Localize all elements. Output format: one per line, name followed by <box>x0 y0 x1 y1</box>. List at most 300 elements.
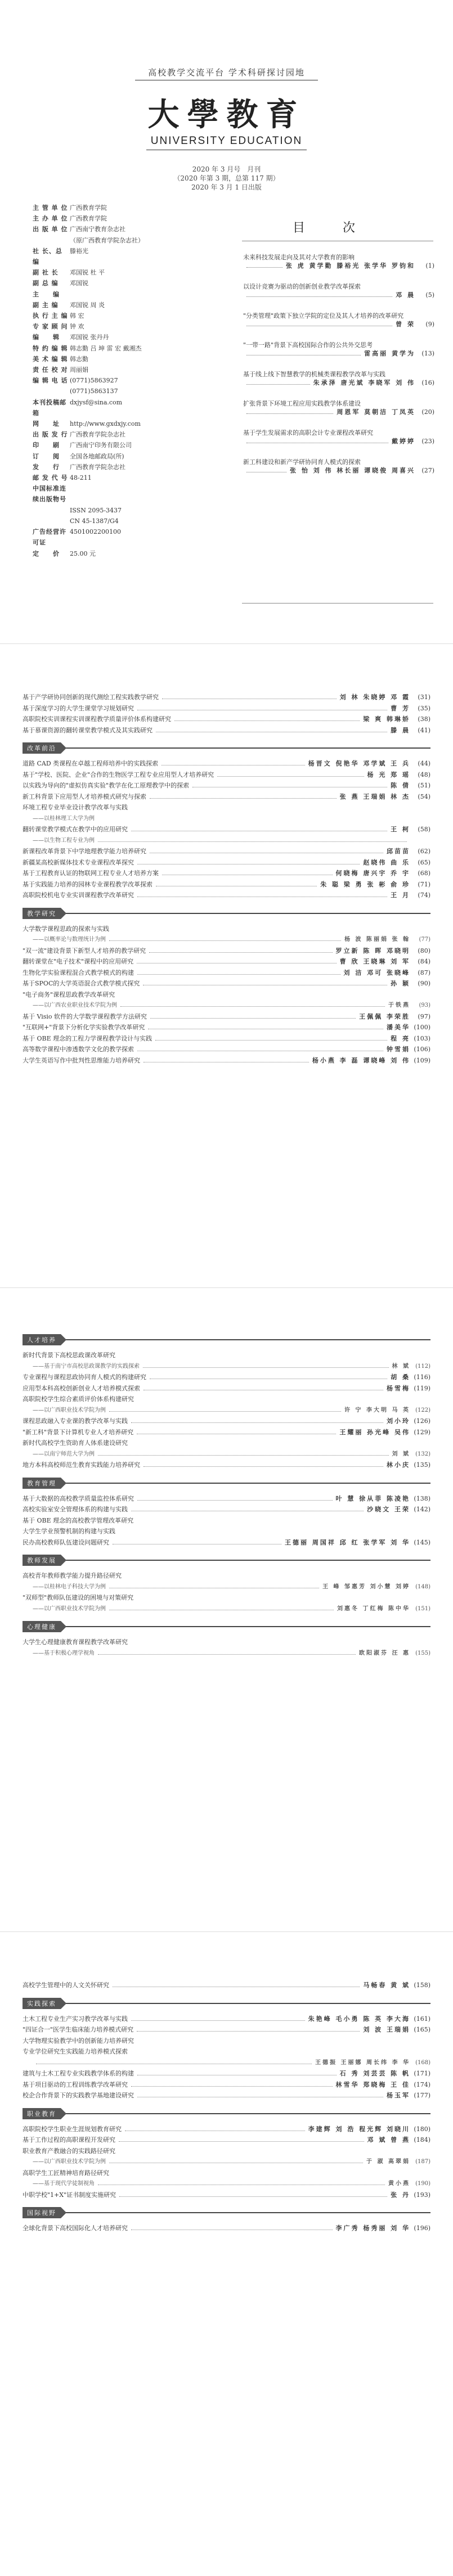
masthead-row <box>33 451 201 462</box>
article-title[interactable]: 高职院校学生综合素质评价体系构建研究 <box>23 1395 134 1403</box>
masthead-row <box>33 440 201 451</box>
toc-entry[interactable] <box>23 945 430 957</box>
toc-entry[interactable] <box>243 458 434 475</box>
section-header <box>23 2207 430 2218</box>
article-authors: 杨晋文 倪艳华 邓学斌 王 兵 <box>308 760 410 767</box>
page-number: (116) <box>414 1373 430 1381</box>
article-title[interactable]: "双师型"教师队伍建设的困境与对策研究 <box>23 1594 134 1601</box>
leader-dots <box>149 952 332 953</box>
article-authors: 杨 波 陈丽娟 张 翰 <box>344 936 410 943</box>
page-number: (184) <box>414 2136 430 2143</box>
masthead-value: 4501002200100 <box>70 528 121 536</box>
toc-entry[interactable] <box>23 2024 430 2035</box>
article-title[interactable]: 基于学生发展需求的高职会计专业课程改革研究 <box>243 429 373 436</box>
article-title[interactable]: 大学数学课程思政的探索与实践 <box>23 925 109 933</box>
article-title[interactable]: 新时代背景下高校思政课改革研究 <box>23 1352 115 1359</box>
article-title[interactable]: 基于项目驱动的工程训练教学改革研究 <box>23 2080 128 2088</box>
leader-dots <box>131 2020 305 2021</box>
toc-entry[interactable] <box>23 1504 430 1515</box>
toc-entry[interactable] <box>23 2146 430 2157</box>
masthead-key: 订 阅 <box>33 452 60 460</box>
masthead-value: 广西教育学院杂志社 <box>70 431 125 439</box>
article-authors: 刘惠冬 丁红梅 陈中华 <box>337 1605 410 1612</box>
masthead-row <box>33 267 201 278</box>
toc-entry[interactable] <box>243 429 434 445</box>
masthead-value <box>70 483 201 505</box>
toc-section <box>23 1327 430 1659</box>
article-title[interactable]: "互联网+"背景下分析化学实验教学改革研究 <box>23 1024 145 1031</box>
masthead-value: 邓国锐 张丹丹 <box>70 334 109 341</box>
article-title[interactable]: 地方本科高校师范生教育实践能力培养研究 <box>23 1461 140 1469</box>
toc-entry[interactable] <box>23 1526 430 1537</box>
page-number: (97) <box>418 1012 430 1020</box>
toc-entry[interactable] <box>23 2124 430 2135</box>
article-title[interactable]: 全球化背景下高校国际化人才培养研究 <box>23 2224 128 2232</box>
page-number: (132) <box>415 1451 430 1457</box>
toc-entry[interactable] <box>23 714 430 725</box>
article-subtitle: ——以概率论与数理统计为例 <box>33 936 106 943</box>
toc-entry[interactable] <box>23 2190 430 2201</box>
toc-entry[interactable] <box>23 1980 430 1991</box>
article-authors: 王佩佩 李荣胜 <box>359 1012 410 1020</box>
toc-entry[interactable] <box>23 1637 430 1648</box>
toc-entry-continuation <box>23 2178 430 2190</box>
article-title[interactable]: 高等数学课程中渗透数学文化的教学探索 <box>23 1046 134 1053</box>
masthead-row <box>33 375 201 386</box>
page-number: (168) <box>415 2059 430 2066</box>
masthead-row <box>33 343 201 354</box>
masthead-row <box>33 483 201 505</box>
toc-entry[interactable] <box>23 956 430 967</box>
toc-entry[interactable] <box>23 1383 430 1394</box>
page-number: (106) <box>414 1046 430 1053</box>
toc-entry-continuation <box>23 2156 430 2168</box>
section-label: 心理健康 <box>23 1621 61 1632</box>
page-number: (41) <box>418 726 430 734</box>
article-title[interactable]: 应用型本科高校创新创业人才培养模式探索 <box>23 1384 140 1392</box>
page-number: (148) <box>415 1583 430 1590</box>
section-label: 实践探索 <box>23 1998 61 2009</box>
toc-entry[interactable] <box>23 2079 430 2091</box>
toc-entry[interactable] <box>23 780 430 791</box>
masthead-key: 主 编 <box>33 290 60 298</box>
article-authors: 杨雪梅 <box>387 1384 410 1392</box>
article-title[interactable]: 课程思政融入专业课的教学改革与实践 <box>23 1417 128 1425</box>
page-number: (27) <box>421 467 434 474</box>
article-title[interactable]: "新工科"背景下计算机专业人才培养研究 <box>23 1428 134 1436</box>
article-authors: 林雪华 郑晓梅 王 佳 <box>335 2080 410 2088</box>
article-title[interactable]: 大学生学业预警机制的构建与实践 <box>23 1528 115 1535</box>
toc-entry[interactable] <box>23 1493 430 1505</box>
masthead-value: 广西南宁教育杂志社 <box>70 226 125 233</box>
page-number: (68) <box>418 870 430 877</box>
toc-entry[interactable] <box>243 312 434 328</box>
masthead-value: http://www.gxdxjy.com <box>70 420 141 428</box>
masthead-key: 本刊投稿邮箱 <box>33 398 66 417</box>
article-authors: 戴婷婷 <box>392 438 415 445</box>
toc-entry[interactable] <box>23 879 430 890</box>
article-title[interactable]: "一带一路"背景下高校国际合作的公共外交思考 <box>243 341 373 349</box>
article-authors: 曾 荣 <box>396 321 415 328</box>
page-number: (112) <box>415 1363 430 1370</box>
article-subtitle: ——以广西职业技术学院为例 <box>33 1407 106 1413</box>
article-authors: 刘 斌 <box>392 1451 410 1457</box>
article-authors: 梁 爽 韩琳娇 <box>363 715 410 723</box>
toc-entry[interactable] <box>23 1372 430 1383</box>
article-authors: 李广秀 杨秀丽 刘 华 <box>335 2224 410 2232</box>
masthead-value: CN 45-1387/G4 <box>70 517 119 525</box>
article-title[interactable]: "分类管理"政策下独立学院的定位及其人才培养的改革研究 <box>243 312 404 319</box>
toc-section <box>23 1980 430 2234</box>
masthead-row <box>33 386 201 397</box>
article-authors: 林小庆 <box>387 1461 410 1469</box>
page-number: (31) <box>418 693 430 701</box>
page-number: (165) <box>414 2026 430 2033</box>
article-subtitle: ——以生物工程专业为例 <box>33 837 95 844</box>
masthead-value: 邓国锐 杜 平 <box>70 269 105 277</box>
article-authors: 朱承泽 唐光斌 李晓军 刘 伟 <box>313 379 415 386</box>
article-authors: 赵晓伟 曲 乐 <box>363 858 410 866</box>
article-authors: 黄小燕 <box>388 2181 410 2187</box>
leader-dots <box>137 974 340 975</box>
article-authors: 马畅春 黄 斌 <box>363 1981 410 1989</box>
article-title[interactable]: 基于实践能力培养的园林专业课程教学改革探索 <box>23 880 153 888</box>
page-number: (20) <box>421 408 434 416</box>
masthead-value: 邓国锐 周 炎 <box>70 301 105 309</box>
masthead-key: 副 社 长 <box>33 269 59 277</box>
masthead-value: 广西教育学院 <box>70 215 107 223</box>
page-number: (174) <box>414 2080 430 2088</box>
toc-entry[interactable] <box>23 2168 430 2179</box>
article-authors: 陈 倩 <box>391 782 410 789</box>
page-number: (171) <box>414 2070 430 2077</box>
article-title[interactable]: 翻转课堂在"电子技术"课程中的应用研究 <box>23 958 134 965</box>
toc-entry[interactable] <box>23 1394 430 1405</box>
toc-entry[interactable] <box>23 703 430 714</box>
article-title[interactable]: 校企合作背景下的实践教学基地建设研究 <box>23 2092 134 2099</box>
page-number: (103) <box>414 1034 430 1042</box>
toc-entry-continuation <box>23 2057 430 2069</box>
article-title[interactable]: 以设计竞赛为驱动的创新创业教学改革探索 <box>243 283 361 290</box>
toc-entry[interactable] <box>23 2046 430 2057</box>
toc-entry[interactable] <box>243 341 434 358</box>
leader-dots <box>155 1040 387 1041</box>
masthead-value: ISSN 2095-3437 <box>70 506 122 514</box>
masthead-row <box>33 289 201 300</box>
toc-entry[interactable] <box>23 967 430 979</box>
toc-entry[interactable] <box>23 2068 430 2079</box>
article-meta <box>243 349 434 358</box>
article-title[interactable]: 基于"学校、医院、企业"合作的生物医学工程专业应用型人才培养研究 <box>23 771 214 778</box>
masthead-value: 韩 宏 <box>70 312 84 320</box>
article-title[interactable]: 道路 CAD 类课程在卓越工程师培养中的实践探索 <box>23 760 159 767</box>
masthead-key: 责 任 校 对 <box>33 366 68 374</box>
masthead-key: 美 术 编 辑 <box>33 355 68 363</box>
toc-entry[interactable] <box>23 1438 430 1449</box>
article-title[interactable]: 高校实验室安全管理体系的构建与实践 <box>23 1506 128 1513</box>
toc-entry[interactable] <box>23 846 430 857</box>
article-title[interactable]: 基于 OBE 理念的工程力学课程教学设计与实践 <box>23 1034 153 1042</box>
masthead-key: 专 家 顾 问 <box>33 323 68 331</box>
page-number: (74) <box>418 891 430 899</box>
masthead-value: 48-211 <box>70 474 92 482</box>
page-number: (187) <box>415 2159 430 2165</box>
toc-entry[interactable] <box>243 253 434 270</box>
page-number: (9) <box>425 321 434 328</box>
toc-entry[interactable] <box>23 692 430 703</box>
masthead-key: 主 办 单 位 <box>33 215 68 223</box>
page-number: (5) <box>425 291 434 299</box>
leader-dots <box>98 1654 356 1655</box>
article-title[interactable]: 高校青年教师教学能力提升路径研究 <box>23 1572 122 1579</box>
masthead-value: 全国各地邮政局(所) <box>70 452 124 460</box>
masthead-key: 编 辑 <box>33 334 60 341</box>
page-number: (62) <box>418 848 430 855</box>
toc-entry[interactable] <box>23 1055 430 1066</box>
toc-entry[interactable] <box>23 978 430 989</box>
section-header <box>23 1334 430 1345</box>
toc-entry[interactable] <box>243 282 434 299</box>
article-authors: 邓 晨 <box>396 291 415 299</box>
article-authors: 王 月 <box>391 891 410 899</box>
page-number: (84) <box>418 958 430 965</box>
article-title[interactable]: 高职院校机电专业实训课程教学改革研究 <box>23 891 134 899</box>
masthead-key: 特 约 编 辑 <box>33 344 68 352</box>
article-authors: 于 淑 高翠娟 <box>366 2159 410 2165</box>
article-authors: 许 宁 李大明 马 英 <box>344 1407 410 1413</box>
section-header <box>23 1555 430 1566</box>
article-title[interactable]: 土木工程专业生产实习教学改革与实践 <box>23 2015 128 2023</box>
page-number: (122) <box>415 1407 430 1413</box>
article-subtitle: ——以广西农业职业技术学院为例 <box>33 1002 117 1008</box>
page-number: (16) <box>421 379 434 386</box>
article-authors: 朱艳峰 毛小勇 陈 英 李大海 <box>308 2015 410 2023</box>
article-authors: 杨小燕 李 磊 谭晓峰 刘 伟 <box>312 1056 410 1064</box>
page-number: (1) <box>425 262 434 269</box>
article-title[interactable]: 新时代高校学生资助育人体系建设研究 <box>23 1439 128 1447</box>
masthead-key <box>33 505 70 516</box>
article-title[interactable]: 基于产学研协同创新的现代测绘工程实践教学研究 <box>23 693 159 701</box>
section-label: 教育管理 <box>23 1478 61 1489</box>
article-title[interactable]: 基于 OBE 理念的高校教学管理改革研究 <box>23 1516 134 1524</box>
article-title[interactable]: 以实践为导向的"虚拟仿真实验"教学在化工原理教学中的探索 <box>23 782 190 789</box>
article-title[interactable]: 基于慕课资源的翻转课堂教学模式及其实践研究 <box>23 726 153 734</box>
article-authors: 刘 洁 邓可 张晓峰 <box>343 969 410 976</box>
article-authors: 王 柯 <box>391 826 410 833</box>
article-authors: 欧阳淑芬 汪 惠 <box>359 1650 410 1656</box>
issue-line: 2020 年 3 月 1 日出版 <box>191 183 262 191</box>
article-title[interactable]: 大学生心理健康教育课程教学改革研究 <box>23 1638 128 1646</box>
article-authors: 张 燕 王瑞娟 林 杰 <box>339 792 410 800</box>
toc-entry-continuation <box>23 1604 430 1615</box>
masthead-key: 出 版 单 位 <box>33 226 68 233</box>
article-title[interactable]: "四证合一"医学生临床能力培养模式研究 <box>23 2026 134 2033</box>
article-title[interactable]: 基于深度学习的大学生课堂学习规划研究 <box>23 704 134 712</box>
toc-entry[interactable] <box>23 1022 430 1033</box>
article-title[interactable]: 基于大数据的高校教学质量监控体系研究 <box>23 1494 134 1502</box>
toc-entry-continuation <box>23 1405 430 1416</box>
toc-entry[interactable] <box>243 370 434 387</box>
toc-entry[interactable] <box>23 802 430 813</box>
masthead-row <box>33 246 201 267</box>
toc-entry[interactable] <box>23 890 430 901</box>
toc-entry-continuation <box>23 934 430 945</box>
article-subtitle: ——基于积极心理学视角 <box>33 1650 95 1656</box>
masthead-value <box>70 289 201 300</box>
article-title[interactable]: 生物化学实验课程混合式教学模式的构建 <box>23 969 134 976</box>
toc-entry[interactable] <box>23 1044 430 1055</box>
toc-entry[interactable] <box>23 868 430 879</box>
masthead-row <box>33 548 201 559</box>
article-title[interactable]: 专业课程与课程思政协同育人模式的构建研究 <box>23 1373 146 1381</box>
article-title[interactable]: 基于线上线下智慧教学的机械类课程教学改革与实践 <box>243 371 385 378</box>
masthead-key: 执 行 主 编 <box>33 312 68 320</box>
toc-entry[interactable] <box>23 924 430 935</box>
article-title[interactable]: 基于工作过程的高职课程开发研究 <box>23 2136 115 2143</box>
toc-entry[interactable] <box>23 2223 430 2234</box>
article-title[interactable]: 高职院校学生职业生涯规划教育研究 <box>23 2125 122 2133</box>
article-subtitle: ——以广西职业技术学院为例 <box>33 2159 106 2165</box>
toc-entry[interactable] <box>23 1537 430 1548</box>
article-title[interactable]: 新工科背景下应用型人才培养模式研究与探索 <box>23 792 146 800</box>
article-title[interactable]: 民办高校教师队伍建设问题研究 <box>23 1538 109 1546</box>
article-meta <box>243 408 434 416</box>
article-authors: 石 秀 刘芸芸 陈 帆 <box>339 2070 410 2077</box>
toc-entry[interactable] <box>23 1350 430 1361</box>
toc-entry[interactable] <box>23 1033 430 1044</box>
toc-entry[interactable] <box>23 2035 430 2047</box>
article-title[interactable]: 大学物理实验教学中的创新能力培养研究 <box>23 2037 134 2044</box>
article-authors: 程 亮 <box>391 1034 410 1042</box>
article-title[interactable]: 翻转课堂教学模式在教学中的应用研究 <box>23 826 128 833</box>
article-authors: 滕 晨 <box>391 726 410 734</box>
page-number: (145) <box>414 1538 430 1546</box>
page-number: (35) <box>418 704 430 712</box>
toc-entry[interactable] <box>243 399 434 416</box>
masthead-key: 主 管 单 位 <box>33 204 68 211</box>
article-authors: 李建辉 刘 浩 程光辉 刘晓川 <box>308 2125 410 2133</box>
toc-entry[interactable] <box>23 1570 430 1582</box>
article-authors: 于铁燕 <box>388 1002 410 1008</box>
page-number: (100) <box>414 1024 430 1031</box>
page-number: (77) <box>419 936 430 943</box>
page-number: (190) <box>415 2181 430 2187</box>
article-authors: 雷高丽 黄学为 <box>364 350 415 357</box>
article-title[interactable]: 高职院校实训课程实训课程教学质量评价体系构建研究 <box>23 715 171 723</box>
masthead-key: 中国标准连续出版物号 <box>33 485 66 503</box>
leader-dots <box>246 413 333 414</box>
masthead-key: 网 址 <box>33 420 60 428</box>
article-title[interactable]: 高校学生管理中的人文关怀研究 <box>23 1981 109 1989</box>
article-title[interactable]: 职业教育产教融合的实践路径研究 <box>23 2147 115 2155</box>
masthead-row <box>33 278 201 289</box>
section-header <box>23 2108 430 2119</box>
masthead-value: 滕裕光 <box>70 247 88 255</box>
toc-entry[interactable] <box>23 2134 430 2146</box>
leader-dots <box>119 2196 387 2197</box>
page-cover-toc <box>0 0 453 643</box>
toc-entry[interactable] <box>23 989 430 1001</box>
article-title[interactable]: 新疆某高校新媒体技术专业课程改革探究 <box>23 858 134 866</box>
toc-entry[interactable] <box>23 725 430 736</box>
toc-entry[interactable] <box>23 758 430 769</box>
article-title[interactable]: 基于 Visio 软件的大学数学课程教学方法研究 <box>23 1012 147 1020</box>
article-title[interactable]: 未来科技发展走向及其对大学教育的影响 <box>243 254 355 261</box>
article-authors: 潘美华 <box>387 1024 410 1031</box>
toc-entry[interactable] <box>23 769 430 781</box>
page-number: (23) <box>421 438 434 445</box>
section-label: 国际视野 <box>23 2207 61 2218</box>
masthead-value: （原广西教育学院杂志社） <box>70 236 144 244</box>
leader-dots <box>98 841 407 842</box>
article-title[interactable]: 中职学校"1+X"证书制度实施研究 <box>23 2191 116 2199</box>
leader-dots <box>98 1455 389 1456</box>
article-title[interactable]: "电子商务"课程思政教学改革研究 <box>23 990 115 998</box>
toc-entry[interactable] <box>23 2090 430 2101</box>
page-number: (119) <box>414 1384 430 1392</box>
article-title[interactable]: 高职学生工匠精神培育路径研究 <box>23 2169 109 2177</box>
page-number: (51) <box>418 782 430 789</box>
leader-dots <box>150 798 337 799</box>
journal-slogan: 高校教学交流平台 学术科研探讨园地 <box>148 67 305 78</box>
page-number: (48) <box>418 771 430 778</box>
article-title[interactable]: 基于SPOC的大学英语混合式教学模式探究 <box>23 980 140 987</box>
masthead-key: 出 版 发 行 <box>33 431 68 439</box>
article-title[interactable]: 环境工程专业毕业设计教学改革与实践 <box>23 804 128 811</box>
toc-entry[interactable] <box>23 791 430 803</box>
page-number: (180) <box>414 2125 430 2133</box>
masthead-value: 韩志勤 <box>70 355 88 363</box>
masthead-row <box>33 397 201 418</box>
leader-dots <box>174 720 360 721</box>
masthead-key: 广告经营许可证 <box>33 528 66 547</box>
leader-dots <box>109 1411 341 1412</box>
toc-entry[interactable] <box>23 1427 430 1438</box>
masthead-value: 25.00 元 <box>70 550 96 557</box>
toc-entry[interactable] <box>23 1515 430 1526</box>
toc-entry[interactable] <box>23 824 430 835</box>
article-title[interactable]: 建筑与土木工程专业实践教学体系的构建 <box>23 2070 134 2077</box>
toc-entry[interactable] <box>23 1011 430 1023</box>
masthead-row <box>33 516 201 526</box>
page-number: (142) <box>414 1506 430 1513</box>
section-header <box>23 1478 430 1489</box>
masthead-row <box>33 462 201 472</box>
section-label: 教师发展 <box>23 1555 61 1566</box>
article-subtitle: ——基于南宁市高校思政课教学的实践探索 <box>33 1363 140 1370</box>
article-authors: 王德振 王丽娜 周长纬 李 华 <box>315 2059 410 2066</box>
toc-entry[interactable] <box>23 1416 430 1427</box>
toc-entry[interactable] <box>23 857 430 868</box>
toc-entry[interactable] <box>23 2014 430 2025</box>
masthead-key: 编 辑 电 话 <box>33 377 68 385</box>
toc-entry-continuation <box>23 1648 430 1659</box>
toc-entry[interactable] <box>23 1592 430 1604</box>
article-meta <box>243 291 434 299</box>
article-title[interactable]: 新工科建设和新产学研协同育人模式的探索 <box>243 458 361 466</box>
article-title[interactable]: 基于工程教育认证的物联网工程专业人才培养方案 <box>23 870 159 877</box>
article-authors: 胡 桑 <box>391 1373 410 1381</box>
toc-entry[interactable] <box>23 1460 430 1471</box>
page-number: (109) <box>414 1056 430 1064</box>
article-authors: 钟雪娟 <box>387 1046 410 1053</box>
article-title[interactable]: 扩张背景下环境工程应用实践教学体系建设 <box>243 400 361 407</box>
page-number: (65) <box>418 858 430 866</box>
article-title[interactable]: 新课程改革背景下中学地理教学能力培养研究 <box>23 848 146 855</box>
article-title[interactable]: "双一流"建设背景下新型人才培养的教学研究 <box>23 947 146 954</box>
article-title[interactable]: 专业学位研究生实践能力培养模式探索 <box>23 2048 128 2055</box>
article-title[interactable]: 大学生英语写作中批判性思维能力培养研究 <box>23 1056 140 1064</box>
